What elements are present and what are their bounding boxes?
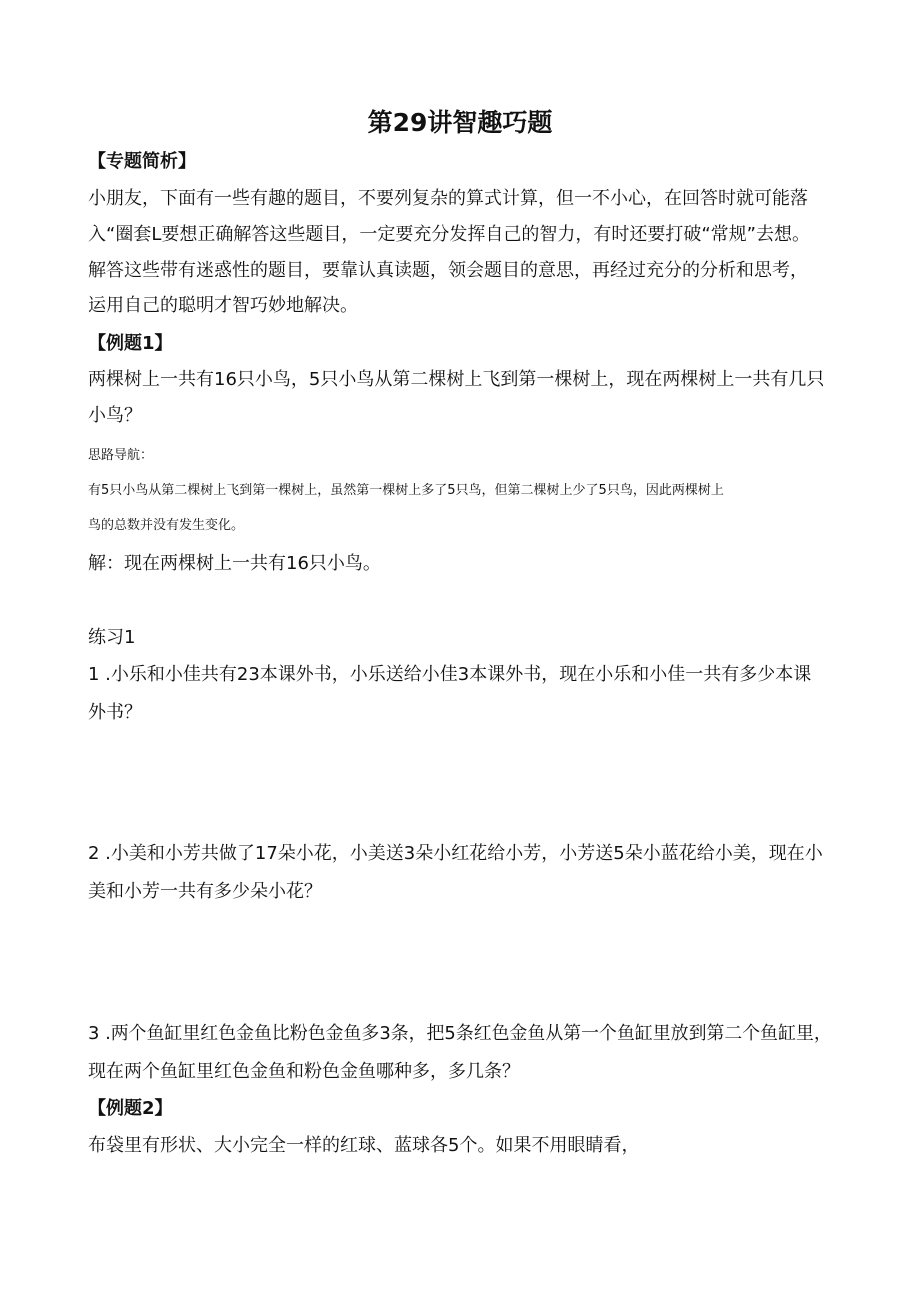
example1-hint-label: 思路导航： [88, 448, 154, 463]
practice1-q3-line: 3 .两个鱼缸里红色金鱼比粉色金鱼多3条，把5条红色金鱼从第一个鱼缸里放到第二个鱼缸里， [88, 1023, 832, 1044]
practice1-q1-line: 1 .小乐和小佳共有23本课外书，小乐送给小佳3本课外书，现在小乐和小佳一共有多少本课 [88, 664, 812, 685]
intro-line: 入“圈套L要想正确解答这些题目，一定要充分发挥自己的智力，有时还要打破“常规”去想。 [88, 224, 810, 245]
practice1-q2-line: 美和小芳一共有多少朵小花？ [88, 881, 322, 902]
page-title: 第29讲智趣巧题 [367, 108, 553, 137]
intro-heading: 【专题简析】 [88, 151, 196, 172]
example1-hint-line: 鸟的总数并没有发生变化。 [88, 518, 245, 533]
example1-heading: 【例题1】 [88, 333, 173, 354]
practice1-q1-line: 外书？ [88, 702, 142, 723]
intro-line: 运用自己的聪明才智巧妙地解决。 [88, 295, 358, 316]
practice1-heading: 练习1 [88, 627, 136, 648]
example1-question-line: 两棵树上一共有16只小鸟，5只小鸟从第二棵树上飞到第一棵树上，现在两棵树上一共有几只 [88, 369, 825, 390]
example2-heading: 【例题2】 [88, 1098, 173, 1119]
example2-question-line: 布袋里有形状、大小完全一样的红球、蓝球各5个。如果不用眼睛看， [88, 1135, 640, 1156]
example1-question-line: 小鸟？ [88, 405, 142, 426]
practice1-q3-line: 现在两个鱼缸里红色金鱼和粉色金鱼哪种多，多几条？ [88, 1061, 520, 1082]
example1-hint-line: 有5只小鸟从第二棵树上飞到第一棵树上，虽然第一棵树上多了5只鸟，但第二棵树上少了5只鸟，因此两棵树上 [88, 483, 724, 498]
practice1-q2-line: 2 .小美和小芳共做了17朵小花，小美送3朵小红花给小芳，小芳送5朵小蓝花给小美，现在小 [88, 843, 823, 864]
intro-line: 小朋友，下面有一些有趣的题目，不要列复杂的算式计算，但一不小心，在回答时就可能落 [88, 188, 808, 209]
intro-line: 解答这些带有迷惑性的题目，要靠认真读题，领会题目的意思，再经过充分的分析和思考， [88, 260, 808, 281]
example1-answer: 解：现在两棵树上一共有16只小鸟。 [88, 553, 381, 574]
